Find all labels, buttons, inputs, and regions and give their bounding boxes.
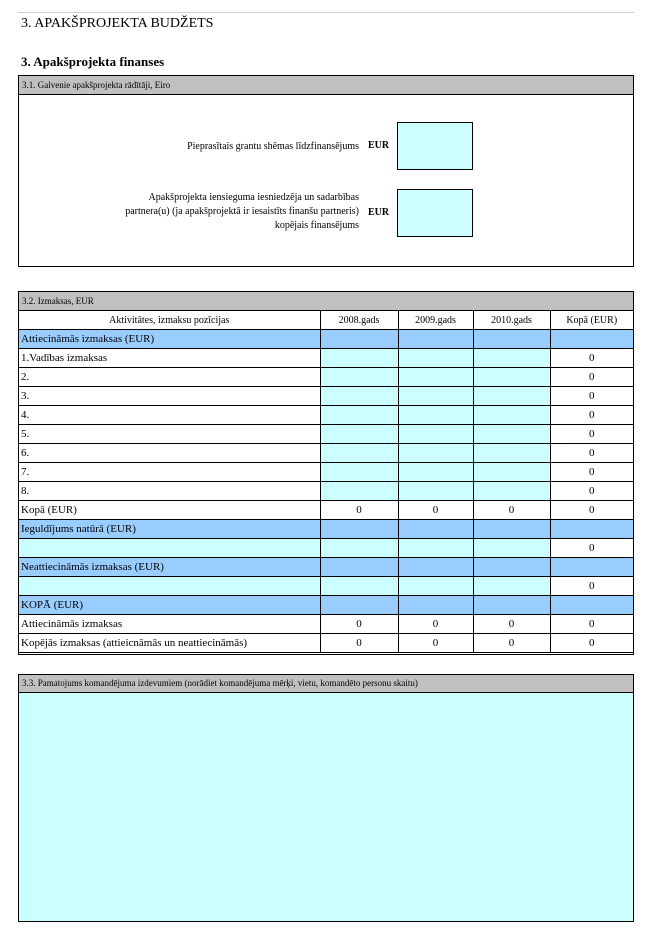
cell-2010[interactable]: [473, 425, 550, 444]
row-label: 6.: [19, 444, 320, 463]
partner-currency: EUR: [368, 207, 390, 218]
col-header-2008: 2008.gads: [320, 311, 398, 330]
section-33-box: [18, 674, 634, 922]
cell-total: 0: [550, 349, 633, 368]
col-header-2009: 2009.gads: [398, 311, 473, 330]
table-header-row: [19, 311, 633, 330]
cell-total: 0: [550, 406, 633, 425]
category-row-grand-total: [19, 596, 633, 615]
cell-2010[interactable]: [473, 387, 550, 406]
cell-2009[interactable]: [398, 406, 473, 425]
cell-2009: 0: [398, 615, 473, 634]
cell-2009[interactable]: [398, 444, 473, 463]
cell-2009: 0: [398, 634, 473, 653]
table-row: [19, 463, 633, 482]
cell-total: 0: [550, 615, 633, 634]
cell-2009[interactable]: [398, 577, 473, 596]
table-row: [19, 387, 633, 406]
row-label: 8.: [19, 482, 320, 501]
cell-2010[interactable]: [473, 368, 550, 387]
subtotal-row: [19, 501, 633, 520]
cell-2010[interactable]: [473, 406, 550, 425]
cell-2009[interactable]: [398, 463, 473, 482]
partner-label-line3: kopējais finansējums: [274, 220, 359, 231]
section-title: 3. Apakšprojekta finanses: [21, 54, 165, 69]
cell-2010[interactable]: [473, 444, 550, 463]
cell-2008: 0: [320, 634, 398, 653]
section-32-box: [18, 291, 634, 655]
cell-total: 0: [550, 539, 633, 558]
section-32-header: 3.2. Izmaksas, EUR: [19, 292, 633, 311]
section-31-header: 3.1. Galvenie apakšprojekta rādītāji, Eiro: [19, 76, 633, 95]
row-label: Attiecināmās izmaksas: [19, 615, 320, 634]
cell-2008[interactable]: [320, 482, 398, 501]
cell-2010: 0: [473, 615, 550, 634]
cell-total: 0: [550, 387, 633, 406]
row-label: 2.: [19, 368, 320, 387]
cell-2009[interactable]: [398, 539, 473, 558]
cell-2010: 0: [473, 634, 550, 653]
cell-2008[interactable]: [320, 406, 398, 425]
category-label: Ieguldījums natūrā (EUR): [19, 520, 320, 539]
grant-currency: EUR: [368, 140, 390, 151]
cell-2008: 0: [320, 501, 398, 520]
cell-2010: 0: [473, 501, 550, 520]
col-header-activities: Aktivitātes, izmaksu pozīcijas: [19, 311, 320, 330]
partner-label-line1: Apakšprojekta iensieguma iesniedzēja un sadarbības: [148, 192, 359, 203]
cell-total: 0: [550, 368, 633, 387]
category-row-eligible: [19, 330, 633, 349]
partner-label-line2: partnera(u) (ja apakšprojektā ir iesaistīts finanšu partneris): [125, 206, 359, 217]
cell-total: 0: [550, 463, 633, 482]
row-label: 5.: [19, 425, 320, 444]
justification-textarea[interactable]: [19, 693, 633, 921]
cell-2010[interactable]: [473, 463, 550, 482]
cell-total: 0: [550, 634, 633, 653]
cell-total: 0: [550, 482, 633, 501]
cell-2008: 0: [320, 615, 398, 634]
category-label: Neattiecināmās izmaksas (EUR): [19, 558, 320, 577]
table-row: [19, 368, 633, 387]
table-row: [19, 577, 633, 596]
category-label: KOPĀ (EUR): [19, 596, 320, 615]
partner-label: [39, 191, 359, 233]
cell-2009[interactable]: [398, 482, 473, 501]
section-31-box: [18, 75, 634, 267]
cell-2009[interactable]: [398, 349, 473, 368]
cell-2008[interactable]: [320, 349, 398, 368]
col-header-2010: 2010.gads: [473, 311, 550, 330]
table-row: [19, 634, 633, 653]
category-row-inkind: [19, 520, 633, 539]
costs-table: [19, 311, 633, 653]
cell-2009[interactable]: [398, 425, 473, 444]
cell-total: 0: [550, 444, 633, 463]
cell-2008[interactable]: [320, 425, 398, 444]
cell-total: 0: [550, 425, 633, 444]
top-rule: [18, 12, 634, 13]
row-label: 3.: [19, 387, 320, 406]
table-row: [19, 539, 633, 558]
cell-2008[interactable]: [320, 463, 398, 482]
row-label: Kopējās izmaksas (attieicnāmās un neattiecināmās): [19, 634, 320, 653]
category-row-ineligible: [19, 558, 633, 577]
cell-2010[interactable]: [473, 577, 550, 596]
table-row: [19, 444, 633, 463]
cell-2008[interactable]: [320, 387, 398, 406]
cell-2010[interactable]: [473, 482, 550, 501]
cell-2008[interactable]: [320, 577, 398, 596]
grant-label: Pieprasītais grantu shēmas līdzfinansējums: [187, 141, 359, 152]
row-label: 4.: [19, 406, 320, 425]
cell-2010[interactable]: [473, 539, 550, 558]
cell-2009[interactable]: [398, 368, 473, 387]
table-row: [19, 615, 633, 634]
cell-2008[interactable]: [320, 368, 398, 387]
cell-total: 0: [550, 501, 633, 520]
cell-2008[interactable]: [320, 539, 398, 558]
partner-input[interactable]: [397, 189, 473, 237]
cell-2009: 0: [398, 501, 473, 520]
table-row: [19, 349, 633, 368]
table-row: [19, 406, 633, 425]
grant-input[interactable]: [397, 122, 473, 170]
row-label: 7.: [19, 463, 320, 482]
table-row: [19, 425, 633, 444]
col-header-total: Kopā (EUR): [550, 311, 633, 330]
section-33-header: 3.3. Pamatojums komandējuma izdevumiem (norādiet komandējuma mērķi, vietu, komandēto personu skaitu): [19, 675, 633, 693]
document-title: 3. APAKŠPROJEKTA BUDŽETS: [21, 16, 214, 31]
cell-2009[interactable]: [398, 387, 473, 406]
row-label: Kopā (EUR): [19, 501, 320, 520]
category-label: Attiecināmās izmaksas (EUR): [19, 330, 320, 349]
table-row: [19, 482, 633, 501]
cell-total: 0: [550, 577, 633, 596]
cell-2010[interactable]: [473, 349, 550, 368]
cell-2008[interactable]: [320, 444, 398, 463]
row-label-input[interactable]: [19, 539, 320, 558]
row-label: 1.Vadības izmaksas: [19, 349, 320, 368]
row-label-input[interactable]: [19, 577, 320, 596]
